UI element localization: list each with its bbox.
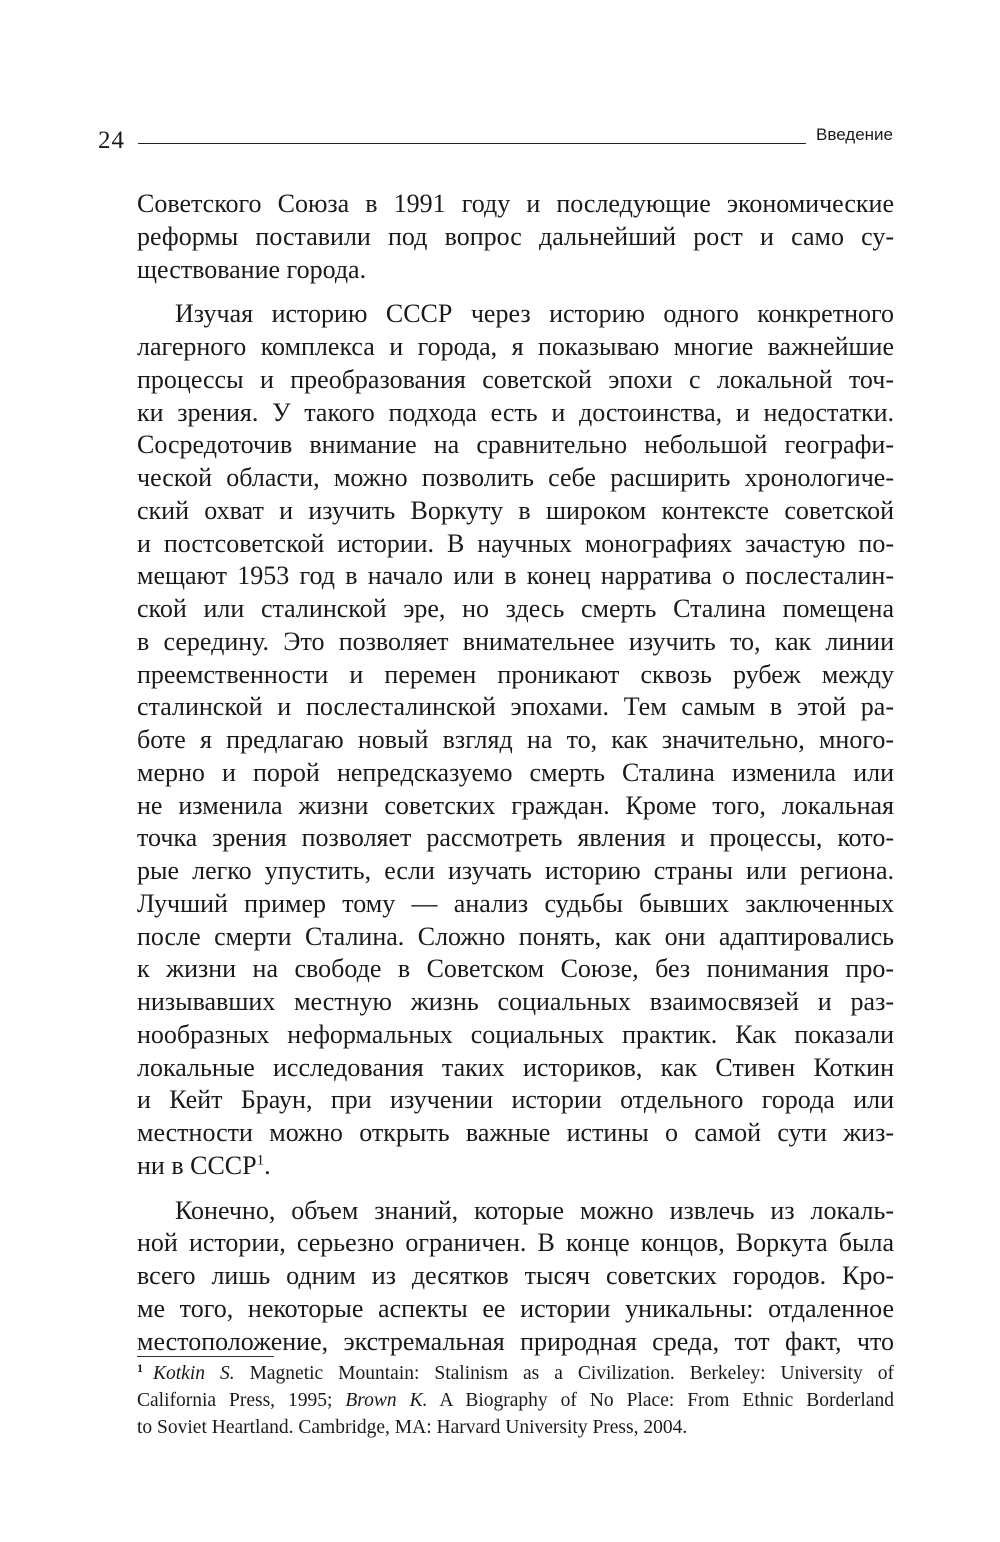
section-title: Введение [816, 125, 893, 144]
text-line: рые легко упустить, если изучать историю страны или региона. [137, 856, 894, 885]
text-line: низывавших местную жизнь социальных взаимосвязей и раз- [137, 987, 894, 1016]
text-line: Сосредоточив внимание на сравнительно небольшой географи- [137, 430, 894, 460]
footnote-author: Brown K. [345, 1390, 428, 1411]
text-line: после смерти Сталина. Сложно понять, как они адаптировались [137, 921, 894, 951]
text-line: реформы поставили под вопрос дальнейший рост и само су- [137, 221, 894, 251]
text-line-final-text: ни в СССР [137, 1150, 257, 1180]
text-line: ский охват и изучить Воркуту в широком контексте советской [137, 495, 894, 525]
text-line: ществование города. [137, 254, 367, 284]
sentence-end: . [264, 1150, 271, 1180]
text-line: Конечно, объем знаний, которые можно извлечь из локаль- [175, 1195, 894, 1225]
text-line: процессы и преобразования советской эпохи с локальной точ- [137, 364, 894, 394]
text-line: Изучая историю СССР через историю одного конкретного [175, 299, 894, 329]
footnote-text: California Press, 1995; [137, 1390, 333, 1411]
text-line: сталинской и послесталинской эпохами. Тем самым в этой ра- [137, 692, 894, 722]
footnote-reference[interactable]: 1 [256, 1152, 265, 1169]
text-line: местности можно открыть важные истины о самой сути жиз- [137, 1118, 894, 1147]
header-rule [138, 143, 806, 144]
text-line: преемственности и перемен проникают сквозь рубеж между [137, 659, 894, 689]
text-line: мещают 1953 год в начало или в конец нарратива о послесталин- [137, 561, 894, 591]
text-line: точка зрения позволяет рассмотреть явления и процессы, кото- [137, 823, 894, 853]
text-line: и постсоветской истории. В научных монографиях зачастую по- [137, 528, 894, 558]
text-line: не изменила жизни советских граждан. Кроме того, локальная [137, 790, 894, 820]
text-line: ной истории, серьезно ограничен. В конце концов, Воркута была [137, 1228, 894, 1258]
text-line: лагерного комплекса и города, я показываю многие важнейшие [137, 332, 894, 361]
text-line: мерно и порой непредсказуемо смерть Сталина изменила или [137, 757, 894, 787]
text-line: ской или сталинской эре, но здесь смерть Сталина помещена [137, 594, 894, 623]
text-line: ческой области, можно позволить себе расширить хронологиче- [137, 463, 894, 492]
text-line: к жизни на свободе в Советском Союзе, без понимания про- [137, 954, 894, 984]
footnote-author: Kotkin S. [153, 1363, 235, 1384]
footnote-rule [137, 1356, 274, 1357]
text-line: ки зрения. У такого подхода есть и достоинства, и недостатки. [137, 397, 894, 427]
footnote [137, 1360, 894, 1441]
footnote-number: 1 [137, 1360, 143, 1375]
text-line: всего лишь одним из десятков тысяч советских городов. Кро- [137, 1261, 894, 1290]
page-number: 24 [98, 127, 125, 154]
text-line: локальные исследования таких историков, как Стивен Коткин [137, 1052, 894, 1082]
text-line-final [137, 1150, 894, 1183]
text-line: боте я предлагаю новый взгляд на то, как значительно, много- [137, 725, 894, 754]
footnote-line: to Soviet Heartland. Cambridge, MA: Harvard University Press, 2004. [137, 1417, 688, 1438]
text-line: ме того, некоторые аспекты ее истории уникальны: отдаленное [137, 1293, 894, 1323]
footnote-line [137, 1387, 894, 1414]
footnote-line [137, 1360, 894, 1387]
body-text [137, 188, 894, 1358]
text-line: в середину. Это позволяет внимательнее изучить то, как линии [137, 626, 894, 656]
running-head [98, 118, 893, 158]
text-line: местоположение, экстремальная природная среда, тот факт, что [137, 1326, 894, 1356]
footnote-text: Magnetic Mountain: Stalinism as a Civilization. Berkeley: University of [249, 1363, 895, 1384]
text-line: нообразных неформальных социальных практик. Как показали [137, 1019, 894, 1049]
text-line: Советского Союза в 1991 году и последующие экономические [137, 189, 894, 218]
footnote-text: A Biography of No Place: From Ethnic Borderland [439, 1390, 894, 1411]
text-line: и Кейт Браун, при изучении истории отдельного города или [137, 1085, 894, 1115]
text-line: Лучший пример тому — анализ судьбы бывших заключенных [137, 888, 894, 918]
